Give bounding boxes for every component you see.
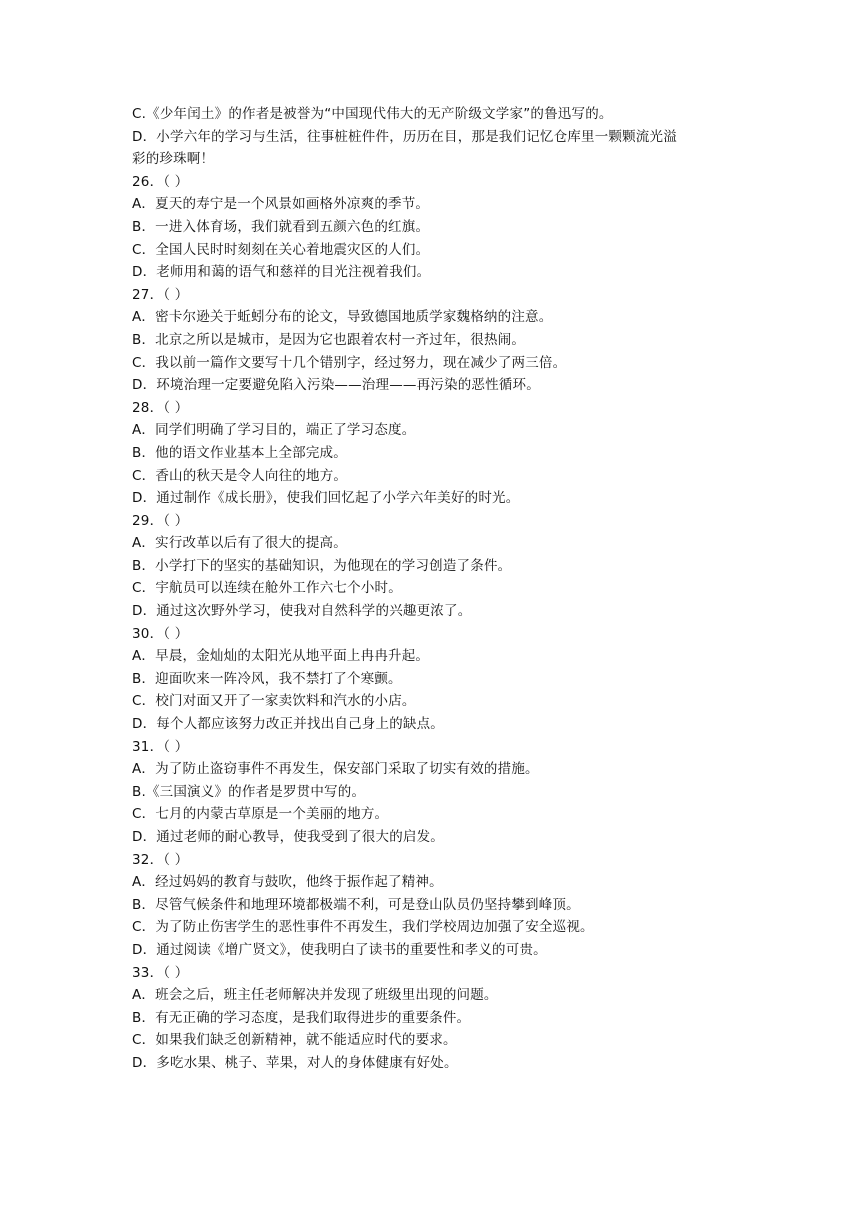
option-line: C．香山的秋天是令人向往的地方。: [132, 467, 348, 484]
option-line: A．实行改革以后有了很大的提高。: [132, 535, 347, 552]
text-line: D．小学六年的学习与生活，往事桩桩件件，历历在目，那是我们记忆仓库里一颗颗流光溢: [132, 128, 677, 145]
option-line: A．同学们明确了学习目的，端正了学习态度。: [132, 422, 416, 439]
option-line: C．校门对面又开了一家卖饮料和汽水的小店。: [132, 693, 416, 710]
text-line: C.《少年闰土》的作者是被誉为“中国现代伟大的无产阶级文学家”的鲁迅写的。: [132, 106, 613, 122]
option-line: A．夏天的寿宁是一个风景如画格外凉爽的季节。: [132, 196, 430, 213]
option-line: B．他的语文作业基本上全部完成。: [132, 444, 347, 461]
option-line: C．如果我们缺乏创新精神，就不能适应时代的要求。: [132, 1032, 457, 1049]
question-number: 33．（ ）: [132, 964, 189, 981]
option-line: D．老师用和蔼的语气和慈祥的目光注视着我们。: [132, 264, 431, 281]
text-line: 彩的珍珠啊！: [132, 151, 215, 168]
option-line: D．每个人都应该努力改正并找出自己身上的缺点。: [132, 716, 444, 733]
option-line: A．经过妈妈的教育与鼓吹，他终于振作起了精神。: [132, 874, 443, 891]
question-number: 32．（ ）: [132, 851, 189, 868]
question-number: 26．（ ）: [132, 173, 189, 190]
option-line: C．宇航员可以连续在舱外工作六七个小时。: [132, 580, 402, 597]
question-number: 28．（ ）: [132, 399, 189, 416]
question-number: 31．（ ）: [132, 738, 189, 755]
option-line: A．为了防止盗窃事件不再发生，保安部门采取了切实有效的措施。: [132, 761, 539, 778]
option-line: A．密卡尔逊关于蚯蚓分布的论文，导致德国地质学家魏格纳的注意。: [132, 309, 553, 326]
option-line: B.《三国演义》的作者是罗贯中写的。: [132, 783, 366, 800]
option-line: A．班会之后，班主任老师解决并发现了班级里出现的问题。: [132, 987, 498, 1004]
option-line: B．尽管气候条件和地理环境都极端不利，可是登山队员仍坚持攀到峰顶。: [132, 896, 580, 913]
option-line: C．全国人民时时刻刻在关心着地震灾区的人们。: [132, 241, 430, 258]
option-line: D．通过阅读《增广贤文》，使我明白了读书的重要性和孝义的可贵。: [132, 941, 547, 958]
option-line: D．通过老师的耐心教导，使我受到了很大的启发。: [132, 829, 444, 845]
question-number: 30．（ ）: [132, 625, 189, 642]
option-line: A．早晨，金灿灿的太阳光从地平面上冉冉升起。: [132, 648, 430, 665]
option-line: C．为了防止伤害学生的恶性事件不再发生，我们学校周边加强了安全巡视。: [132, 919, 594, 936]
option-line: B．小学打下的坚实的基础知识，为他现在的学习创造了条件。: [132, 557, 512, 574]
question-number: 27．（ ）: [132, 286, 189, 303]
option-line: C．七月的内蒙古草原是一个美丽的地方。: [132, 806, 389, 823]
option-line: D．通过这次野外学习，使我对自然科学的兴趣更浓了。: [132, 603, 472, 620]
question-number: 29．（ ）: [132, 512, 189, 529]
option-line: B．迎面吹来一阵冷风，我不禁打了个寒颤。: [132, 670, 402, 687]
option-line: D．环境治理一定要避免陷入污染——治理——再污染的恶性循环。: [132, 377, 540, 394]
option-line: B．北京之所以是城市，是因为它也跟着农村一齐过年，很热闹。: [132, 331, 526, 348]
document-page: [132, 103, 742, 1075]
option-line: D．通过制作《成长册》，使我们回忆起了小学六年美好的时光。: [132, 490, 520, 507]
option-line: C．我以前一篇作文要写十几个错别字，经过努力，现在减少了两三倍。: [132, 354, 567, 371]
option-line: B．有无正确的学习态度，是我们取得进步的重要条件。: [132, 1009, 471, 1026]
option-line: B．一进入体育场，我们就看到五颜六色的红旗。: [132, 218, 430, 235]
option-line: D．多吃水果、桃子、苹果，对人的身体健康有好处。: [132, 1054, 458, 1071]
